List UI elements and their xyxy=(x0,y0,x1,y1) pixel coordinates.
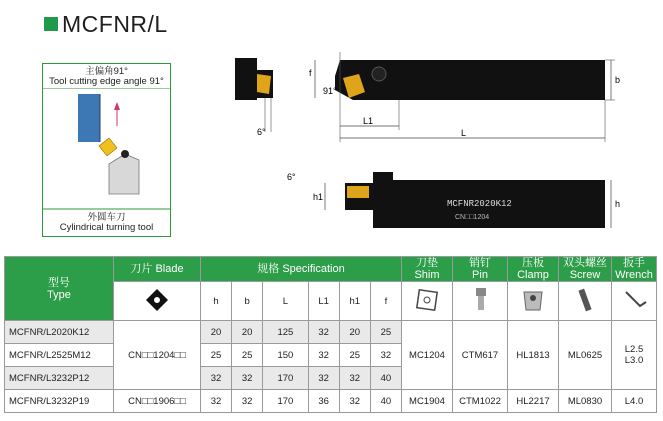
shim-header: 刀垫 Shim xyxy=(402,257,453,282)
pin-cell-1: CTM617 xyxy=(453,321,508,390)
dim-f: f xyxy=(309,68,312,78)
feed-arrow xyxy=(114,102,120,110)
workpiece xyxy=(78,94,100,142)
dim-h: h xyxy=(615,199,621,209)
dim-b: b xyxy=(615,75,621,85)
shim-cell-1: MC1204 xyxy=(402,321,453,390)
col-h1: h1 xyxy=(339,282,370,321)
pin-cell-2: CTM1022 xyxy=(453,390,508,413)
wrench-cell-1: L2.5 L3.0 xyxy=(612,321,657,390)
col-f: f xyxy=(370,282,401,321)
blade-image xyxy=(114,282,201,321)
col-L: L xyxy=(263,282,308,321)
dim-L1: L1 xyxy=(363,116,374,126)
screw-cell-1: ML0625 xyxy=(559,321,612,390)
turning-label-en: Cylindrical turning tool xyxy=(59,222,154,233)
turning-label-cn: 外圆车刀 xyxy=(87,212,126,223)
table-row: MCFNR/L3232P19 CN□□1906□□ 32 32 170 36 32 40 MC1904 CTM1022 HL2217 ML0830 L4.0 xyxy=(5,390,657,413)
screw-cell-2: ML0830 xyxy=(559,390,612,413)
insert xyxy=(99,138,117,156)
col-b: b xyxy=(232,282,263,321)
page-title: MCFNR/L xyxy=(62,11,168,37)
tool-shank xyxy=(109,154,139,194)
tool-drawing xyxy=(225,40,645,245)
dim-6deg: 6° xyxy=(257,127,266,137)
table-row: MCFNR/L3232P12 32 32 170 32 32 40 xyxy=(5,367,657,390)
col-h: h xyxy=(201,282,232,321)
end-view xyxy=(235,58,257,100)
blade-header: 刀片 Blade xyxy=(114,257,201,282)
clamp-cell-2: HL2217 xyxy=(508,390,559,413)
angle-label-en: Tool cutting edge angle 91° xyxy=(49,76,164,87)
table-row: MCFNR/L2020K12 CN□□1204□□ 20 20 125 32 20 25 MC1204 CTM617 HL1813 ML0625 L2.5 L3.0 xyxy=(5,321,657,344)
screw-image xyxy=(559,282,612,321)
blade-cell-1: CN□□1204□□ xyxy=(114,321,201,390)
dim-L: L xyxy=(461,128,467,138)
pin-image xyxy=(453,282,508,321)
dim-h1: h1 xyxy=(313,192,324,202)
spec-table xyxy=(4,256,657,413)
table-row: MCFNR/L2525M12 25 25 150 32 25 32 xyxy=(5,344,657,367)
spec-header: 规格 Specification xyxy=(201,257,402,282)
dim-6deg-side: 6° xyxy=(287,172,296,182)
pin-header: 销钉 Pin xyxy=(453,257,508,282)
cutting-diagram xyxy=(43,88,170,210)
clamp-screw xyxy=(121,150,129,158)
title-marker xyxy=(44,17,58,31)
angle-label-cn: 主偏角91° xyxy=(85,66,128,77)
clamp-header: 压板 Clamp xyxy=(508,257,559,282)
col-L1: L1 xyxy=(308,282,339,321)
type-header: 型号 Type xyxy=(5,257,114,321)
wrench-header: 扳手 Wrench xyxy=(612,257,657,282)
clamp-image xyxy=(508,282,559,321)
clamp-cell-1: HL1813 xyxy=(508,321,559,390)
wrench-image xyxy=(612,282,657,321)
holder-marking: MCFNR2020K12 xyxy=(447,199,512,209)
shim-cell-2: MC1904 xyxy=(402,390,453,413)
tool-angle-panel xyxy=(42,63,171,237)
holder-sub-marking: CN□□1204 xyxy=(455,214,490,221)
wrench-cell-2: L4.0 xyxy=(612,390,657,413)
screw-header: 双头螺丝 Screw xyxy=(559,257,612,282)
dim-91deg: 91° xyxy=(323,86,337,96)
blade-cell-2: CN□□1906□□ xyxy=(114,390,201,413)
shim-image xyxy=(402,282,453,321)
